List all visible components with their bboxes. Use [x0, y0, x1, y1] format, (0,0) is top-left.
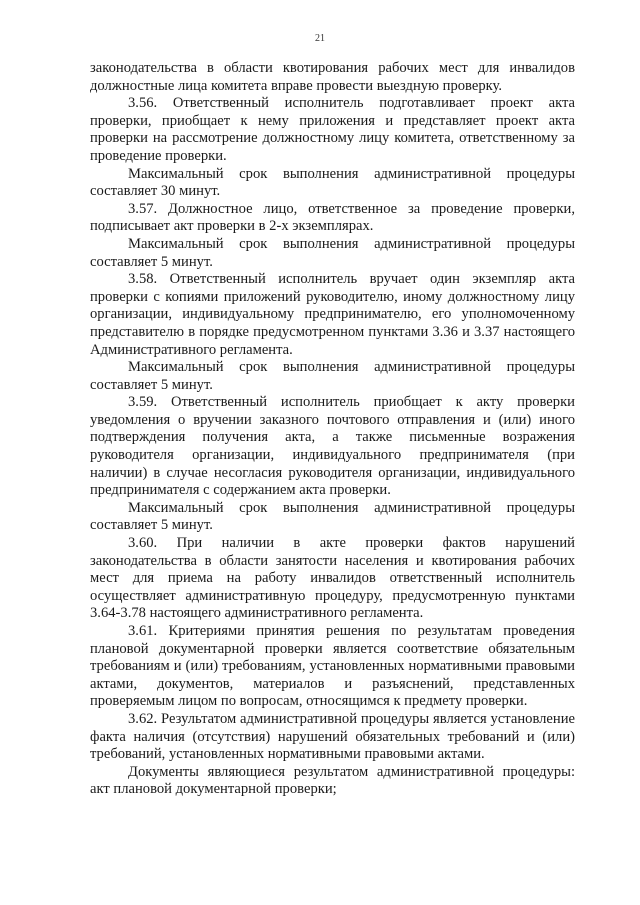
paragraph: Максимальный срок выполнения административной процедуры составляет 5 минут.: [90, 235, 575, 270]
document-body: [90, 60, 575, 799]
page-number: 21: [315, 33, 325, 44]
paragraph: 3.56. Ответственный исполнитель подготавливает проект акта проверки, приобщает к нему приложения и представляет проект акта проверки на рассмотрение должностному лицу комитета, ответственному за проведение проверки.: [90, 95, 575, 164]
paragraph: Максимальный срок выполнения административной процедуры составляет 5 минут.: [90, 359, 575, 393]
paragraph: Документы являющиеся результатом административной процедуры: акт плановой документарной проверки;: [90, 763, 575, 798]
paragraph: 3.58. Ответственный исполнитель вручает один экземпляр акта проверки с копиями приложений руководителю, иному должностному лицу организации, индивидуальному предпринимателю, его уполномоченному представителю в порядке предусмотренном пунктами 3.36 и 3.37 настоящего Административного регламента.: [90, 271, 575, 358]
paragraph: 3.57. Должностное лицо, ответственное за проведение проверки, подписывает акт проверки в 2-х экземплярах.: [90, 200, 575, 235]
paragraph: Максимальный срок выполнения административной процедуры составляет 5 минут.: [90, 499, 575, 534]
paragraph: 3.59. Ответственный исполнитель приобщает к акту проверки уведомления о вручении заказного почтового отправления и (или) иного подтверждения получения акта, а также письменные возражения руководителя организации, индивидуального предпринимателя (при наличии) в случае несогласия руководителя организации, индивидуального предпринимателя с содержанием акта проверки.: [90, 394, 575, 499]
paragraph: 3.60. При наличии в акте проверки фактов нарушений законодательства в области занятости населения и квотирования рабочих мест для приема на работу инвалидов ответственный исполнитель осуществляет административную процедуру, предусмотренную пунктами 3.64-3.78 настоящего административного регламента.: [90, 535, 575, 622]
paragraph: Максимальный срок выполнения административной процедуры составляет 30 минут.: [90, 165, 575, 200]
paragraph: 3.62. Результатом административной процедуры является установление факта наличия (отсутствия) нарушений обязательных требований и (или) требований, установленных нормативными правовыми актами.: [90, 710, 575, 763]
paragraph: законодательства в области квотирования рабочих мест для инвалидов должностные лица комитета вправе провести выездную проверку.: [90, 60, 575, 94]
paragraph: 3.61. Критериями принятия решения по результатам проведения плановой документарной проверки является соответствие обязательным требованиям и (или) требованиям, установленных нормативными правовыми актами, документов, материалов и разъяснений, представленных проверяемым лицом по вопросам, относящимся к предмету проверки.: [90, 623, 575, 710]
